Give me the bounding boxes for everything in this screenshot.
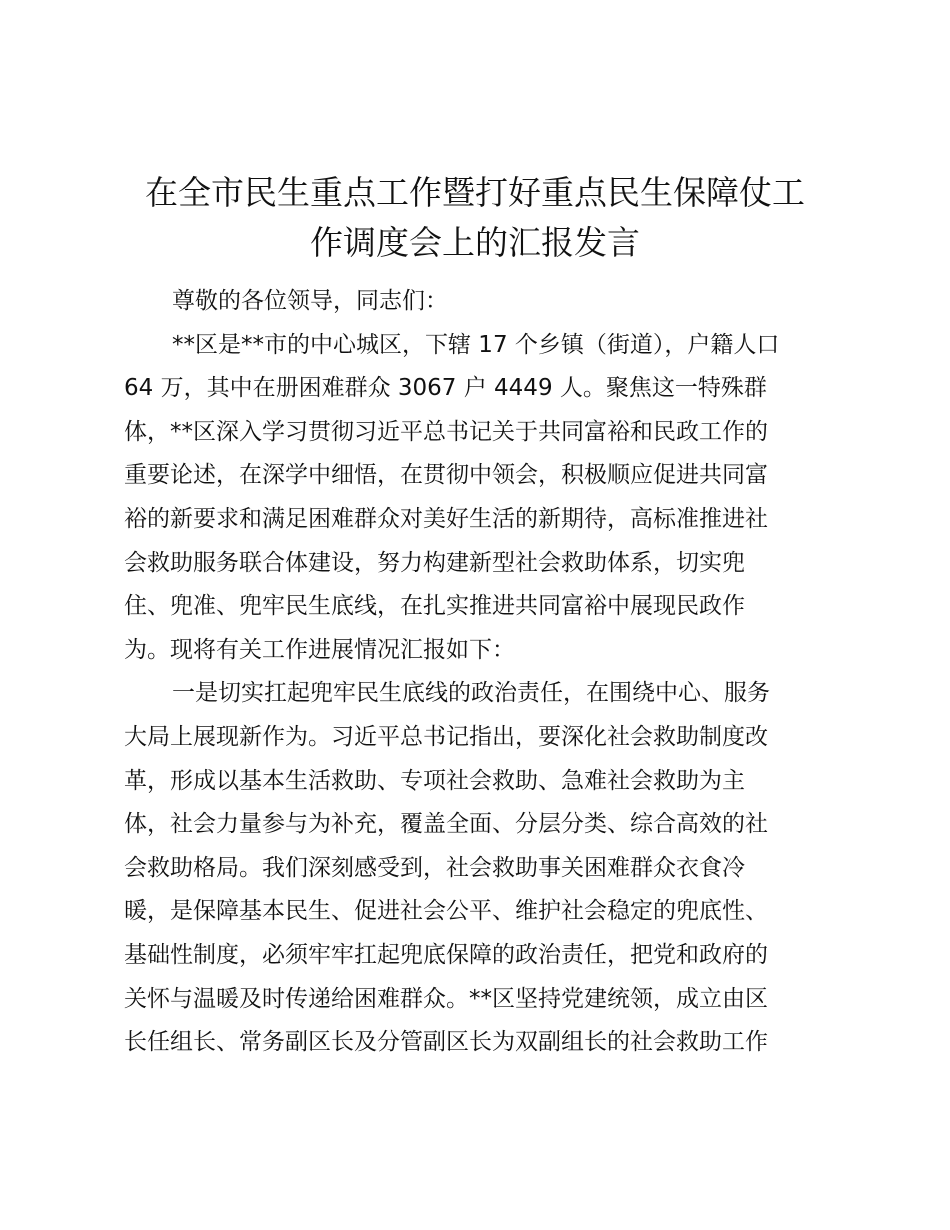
paragraph-line: 暖，是保障基本民生、促进社会公平、维护社会稳定的兜底性、 xyxy=(124,898,768,925)
paragraph-line: 为。现将有关工作进展情况汇报如下： xyxy=(124,636,515,663)
paragraph-line: 重要论述，在深学中细悟，在贯彻中领会，积极顺应促进共同富 xyxy=(124,462,768,489)
paragraph-line: 会救助服务联合体建设，努力构建新型社会救助体系，切实兜 xyxy=(124,549,745,576)
paragraph-line: 住、兜准、兜牢民生底线，在扎实推进共同富裕中展现民政作 xyxy=(124,593,745,620)
paragraph-line: 长任组长、常务副区长及分管副区长为双副组长的社会救助工作 xyxy=(124,1029,768,1056)
paragraph-line: 关怀与温暖及时传递给困难群众。**区坚持党建统领，成立由区 xyxy=(124,985,768,1012)
paragraph-line: 革，形成以基本生活救助、专项社会救助、急难社会救助为主 xyxy=(124,767,745,794)
paragraph-line: 体，社会力量参与为补充，覆盖全面、分层分类、综合高效的社 xyxy=(124,811,768,838)
document-body xyxy=(124,280,838,1065)
paragraph-line: **区是**市的中心城区，下辖 17 个乡镇（街道），户籍人口 xyxy=(172,331,780,358)
title-line: 在全市民生重点工作暨打好重点民生保障仗工 xyxy=(145,173,805,212)
paragraph-line: 一是切实扛起兜牢民生底线的政治责任，在围绕中心、服务 xyxy=(172,680,770,707)
paragraph-line: 64 万，其中在册困难群众 3067 户 4449 人。聚焦这一特殊群 xyxy=(124,375,767,402)
paragraph-line: 裕的新要求和满足困难群众对美好生活的新期待，高标准推进社 xyxy=(124,505,768,532)
paragraph-line: 会救助格局。我们深刻感受到，社会救助事关困难群众衣食冷 xyxy=(124,854,745,881)
paragraph-line: 大局上展现新作为。习近平总书记指出，要深化社会救助制度改 xyxy=(124,723,768,750)
paragraph-line: 体，**区深入学习贯彻习近平总书记关于共同富裕和民政工作的 xyxy=(124,418,768,445)
paragraph-line: 基础性制度，必须牢牢扛起兜底保障的政治责任，把党和政府的 xyxy=(124,941,768,968)
salutation: 尊敬的各位领导，同志们： xyxy=(172,288,448,314)
document-title xyxy=(110,168,840,268)
title-line: 作调度会上的汇报发言 xyxy=(310,223,640,262)
